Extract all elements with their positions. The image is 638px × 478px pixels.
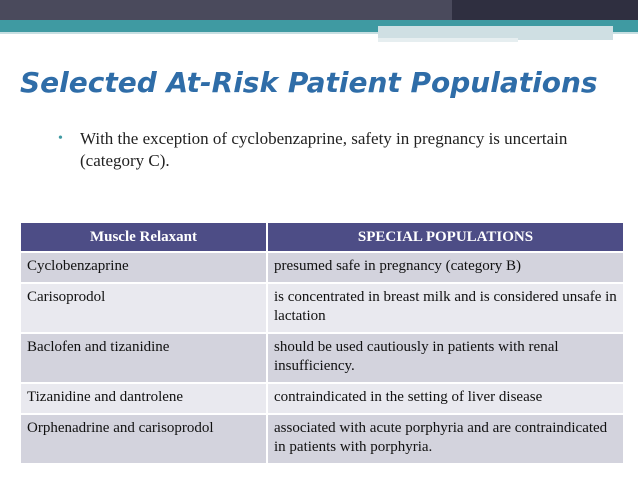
header-special-populations: SPECIAL POPULATIONS — [267, 223, 624, 252]
table-row — [21, 414, 624, 463]
header-muscle-relaxant: Muscle Relaxant — [21, 223, 267, 252]
table-row — [21, 333, 624, 383]
population-cell: is concentrated in breast milk and is considered unsafe in lactation — [267, 283, 624, 333]
population-cell: contraindicated in the setting of liver disease — [267, 383, 624, 414]
muscle-relaxant-table — [21, 223, 625, 463]
relaxant-cell: Carisoprodol — [21, 283, 267, 333]
header-band-dark — [452, 0, 638, 20]
population-cell: presumed safe in pregnancy (category B) — [267, 252, 624, 283]
relaxant-cell: Tizanidine and dantrolene — [21, 383, 267, 414]
bullet-dot-icon: • — [58, 131, 63, 146]
population-cell: associated with acute porphyria and are contraindicated in patients with porphyria. — [267, 414, 624, 463]
table-row — [21, 383, 624, 414]
relaxant-cell: Baclofen and tizanidine — [21, 333, 267, 383]
table-header-row — [21, 223, 624, 252]
relaxant-cell: Orphenadrine and carisoprodol — [21, 414, 267, 463]
relaxant-cell: Cyclobenzaprine — [21, 252, 267, 283]
slide-title: Selected At-Risk Patient Populations — [20, 66, 598, 99]
table-row — [21, 252, 624, 283]
bullet-text: With the exception of cyclobenzaprine, safety in pregnancy is uncertain (category C). — [80, 129, 568, 170]
header-accent-box-lower — [378, 38, 518, 42]
table-row — [21, 283, 624, 333]
population-cell: should be used cautiously in patients with renal insufficiency. — [267, 333, 624, 383]
bullet-point — [58, 128, 578, 172]
